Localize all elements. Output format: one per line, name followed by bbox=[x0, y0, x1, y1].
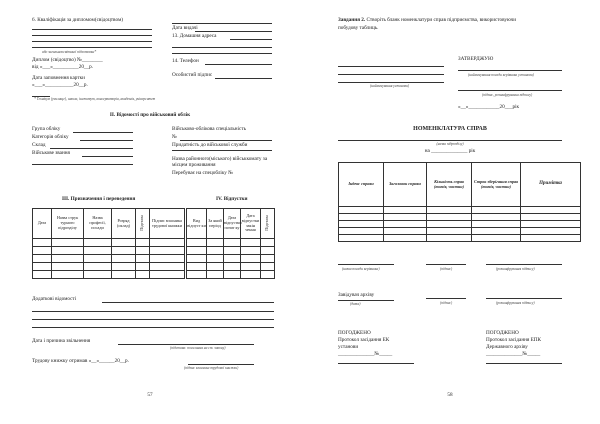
phone: 14. Телефон bbox=[172, 58, 199, 64]
mil-office: Назва районного(міського) військкомату за місцем проживання bbox=[172, 156, 268, 168]
task-text-2: побудову таблиць. bbox=[338, 25, 379, 31]
task-label: Завдання 2. bbox=[338, 17, 366, 23]
year-label: на ______________ рік bbox=[424, 148, 476, 154]
vac-header-basis: Підстава bbox=[264, 214, 270, 231]
header-note: Примітка bbox=[521, 163, 581, 207]
agreed-ek-number: ______________№_____ bbox=[338, 351, 393, 357]
mil-specialty: Військово-облікова спеціальність bbox=[172, 126, 246, 132]
assignment-title: ІІІ. Призначення і переведення bbox=[62, 196, 136, 202]
vac-header-end: Дата відпустки закін чення bbox=[241, 209, 261, 239]
assign-header-basis: Підстава bbox=[139, 214, 145, 231]
mil-category: Категорія обліку bbox=[32, 134, 69, 140]
dept-note: (назва підрозділу) bbox=[436, 142, 464, 146]
home-address: 13. Домашня адреса bbox=[172, 33, 217, 39]
table-row bbox=[33, 263, 185, 271]
agreed-ek-org: установи bbox=[338, 344, 359, 350]
qualification-note: або загальноосвітньої підготовки* bbox=[42, 50, 97, 54]
table-row bbox=[33, 271, 185, 279]
archive-head: Завідувач архіву bbox=[338, 292, 375, 298]
agreed-epk-archive: Державного архіву bbox=[486, 344, 528, 350]
assign-header-signature: Підпис власника трудової книжки bbox=[150, 209, 185, 239]
right-page bbox=[300, 0, 600, 424]
personal-signature: Особистий підпис bbox=[172, 72, 213, 78]
approve-label: ЗАТВЕРДЖУЮ bbox=[458, 56, 494, 62]
page-number-left: 57 bbox=[147, 392, 153, 398]
military-title: ІІ. Відомості про військовий облік bbox=[109, 112, 191, 118]
table-row bbox=[187, 255, 275, 263]
header-index: Індекс справи bbox=[339, 163, 384, 207]
approve-note-signature: (підпис, розшифрування підпису) bbox=[482, 93, 533, 97]
task-line-1 bbox=[338, 17, 516, 23]
vac-header-type: Вид відпуст ки bbox=[187, 209, 207, 239]
table-row bbox=[33, 255, 185, 263]
footnote: * Технікум (училище), школа, інститут, консерваторія, академія, університет bbox=[34, 97, 156, 101]
table-row bbox=[339, 228, 581, 235]
table-row bbox=[33, 239, 185, 247]
dismissal-note: (підстава: посилання на ст. закону) bbox=[170, 346, 226, 350]
agreed-epk-title: ПОГОДЖЕНО bbox=[486, 330, 519, 336]
agreed-epk-protocol: Протокол засідання ЕПК bbox=[486, 337, 541, 343]
mil-composition: Склад bbox=[32, 142, 46, 148]
card-date-label: Дата заповнення картки bbox=[32, 75, 85, 81]
nomenclature-title: НОМЕНКЛАТУРА СПРАВ bbox=[413, 126, 487, 132]
header-term: Строк зберігання справ (томів, частин) bbox=[472, 163, 521, 207]
extra-info: Додаткові відомості bbox=[32, 296, 77, 302]
assign-header-date: Дата bbox=[33, 209, 52, 239]
sign-note-signature: (підпис) bbox=[440, 267, 453, 271]
vac-header-start: Дата відпустки почат ку bbox=[224, 209, 241, 239]
mil-group: Група обліку bbox=[32, 126, 61, 132]
vacation-title: IV. Відпустки bbox=[216, 196, 248, 202]
approve-date: «__»____________20___рік bbox=[458, 104, 520, 110]
page-number-right: 58 bbox=[447, 392, 453, 398]
sign-note-name: (розшифрування підпису) bbox=[496, 267, 535, 271]
agreed-epk-number: ______________№_____ bbox=[486, 351, 541, 357]
qualification-label: 6. Кваліфікація за дипломом(свідоцтвом) bbox=[32, 17, 123, 23]
table-row bbox=[339, 221, 581, 228]
workbook-note: (підпис власника трудової книжки) bbox=[184, 366, 239, 370]
archive-date-note: (дата) bbox=[350, 302, 361, 306]
workbook-received: Трудову книжку отримав «__»______20__р. bbox=[32, 358, 129, 364]
vacation-table bbox=[186, 208, 275, 279]
assign-header-rank: Розряд (оклад) bbox=[112, 209, 136, 239]
diploma-number: Диплом (свідоцтво) №________ bbox=[32, 57, 103, 63]
table-row bbox=[339, 207, 581, 214]
table-row bbox=[187, 239, 275, 247]
mil-special: Перебуває на спецобліку № bbox=[172, 170, 234, 176]
approve-note-position: (найменування посади керівника установи) bbox=[468, 73, 534, 77]
sign-note-position: (назва посади керівника) bbox=[342, 267, 380, 271]
vac-header-period: За який період bbox=[207, 209, 224, 239]
task-text: Створіть бланк номенклатури справ підприємства, використовуючи bbox=[366, 17, 517, 23]
date-issue: Дата видачі bbox=[172, 25, 198, 31]
table-row bbox=[187, 271, 275, 279]
table-row bbox=[33, 247, 185, 255]
table-row bbox=[339, 214, 581, 221]
assign-header-unit: Назва струк турного підрозділу bbox=[52, 209, 84, 239]
mil-fitness: Придатність до військової служби bbox=[172, 142, 248, 148]
agreed-ek-title: ПОГОДЖЕНО bbox=[338, 330, 371, 336]
table-row bbox=[187, 247, 275, 255]
mil-rank: Військове звання bbox=[32, 150, 70, 156]
assignment-table bbox=[32, 208, 185, 279]
header-count: Кількість справ (томів, частин) bbox=[427, 163, 472, 207]
assign-header-position: Назва професії, посади bbox=[84, 209, 112, 239]
archive-name-note: (розшифрування підпису) bbox=[496, 301, 535, 305]
table-row bbox=[187, 263, 275, 271]
dismissal: Дата і причина звільнення bbox=[32, 338, 91, 344]
mil-specialty-number: № bbox=[172, 134, 177, 140]
header-title: Заголовок справи bbox=[384, 163, 427, 207]
archive-sign-note: (підпис) bbox=[440, 301, 453, 305]
nomenclature-table bbox=[338, 162, 581, 242]
table-row bbox=[339, 235, 581, 242]
agreed-ek-protocol: Протокол засідання ЕК bbox=[338, 337, 390, 343]
org-note: (найменування установи) bbox=[370, 84, 410, 88]
card-date: «___»___________20__р. bbox=[32, 82, 88, 88]
diploma-date: від «___»__________20__р. bbox=[32, 64, 93, 70]
